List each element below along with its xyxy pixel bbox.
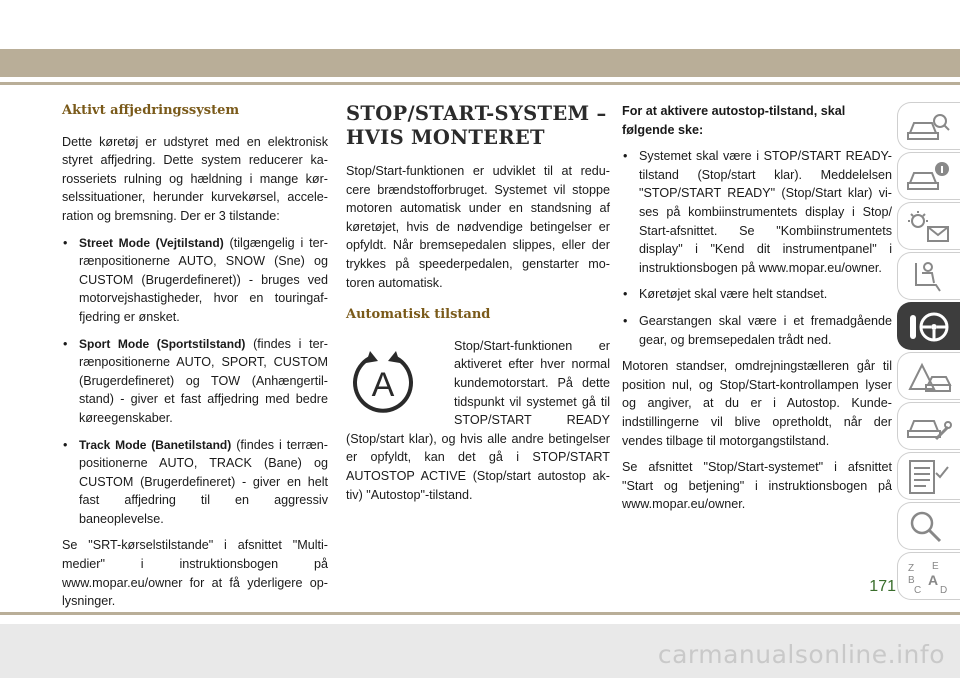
list-item [62, 436, 328, 529]
mode-list [62, 234, 328, 529]
section-heading: Aktivt affjedringssystem [62, 103, 240, 118]
tab-emergency[interactable] [897, 352, 960, 400]
section-title: STOP/START-SYSTEM – HVIS MONTERET [346, 102, 607, 149]
hazard-car-icon [906, 359, 952, 395]
magnifier-icon [906, 509, 952, 545]
term: Track Mode (Banetilstand) [79, 437, 232, 452]
column-1 [62, 102, 328, 619]
tab-car-info[interactable] [897, 152, 960, 200]
footer-rule [0, 612, 960, 615]
term: Street Mode (Vejtilstand) [79, 235, 224, 250]
list-item [62, 234, 328, 327]
paragraph: Se "SRT-kørselstilstande" i afsnittet "Multi- medier" i instruktionsbogen på www.mopar.eu/owner for at få yderligere op- lysninger. [62, 538, 328, 609]
autostop-a-icon [346, 339, 450, 425]
column-2 [346, 102, 610, 512]
page-number: 171 [869, 578, 896, 595]
list-item: • Gearstangen skal være i et fremadgående gear, og bremsepedalen trådt ned. [622, 312, 892, 349]
column-3 [622, 102, 892, 522]
tab-service[interactable] [897, 402, 960, 450]
list-item: • Køretøjet skal være helt standset. [622, 285, 892, 304]
svg-text:Z: Z [908, 563, 915, 574]
svg-text:A: A [371, 365, 395, 404]
condition-list [622, 147, 892, 349]
header-rule [0, 82, 960, 85]
car-info-icon [906, 159, 952, 195]
term-text: (tilgængelig i ter- rænpositionerne AUTO, SNOW (Sne) og CUSTOM (Brugerdefineret)) - bruges ved motorvejshastigheder, hvor en touringaf- fjedring er ønsket. [79, 235, 328, 324]
list-item [62, 335, 328, 428]
paragraph: Motoren standser, omdrejningstælleren går til position nul, og Stop/Start-kontrollampen lyser og angiver, at du er i Autostop. Kunde- indstillingerne vil blive opretholdt, når der vendes tilbage til motorgangstilstand. [622, 359, 892, 448]
car-magnifier-icon [906, 109, 952, 145]
watermark: carmanualsonline.info [657, 640, 945, 669]
car-wrench-icon [906, 409, 952, 445]
paragraph: Stop/Start-funktionen er aktiveret efter hver normal kundemotorstart. På dette tidspunkt vil systemet gå til STOP/START READY (Stop/start klar), og hvis alle andre betingelser er opfyldt, kan det gå i STOP/START AUTOSTOP ACTIVE (Stop/start autostop ak- tiv) "Autostop"-tilstand. [346, 338, 610, 502]
paragraph: Dette køretøj er udstyret med en elektronisk styret affjedring. Dette system reducerer ka- rosseriets rulning og hældning i mange kør- selssituationer, herunder kurvekørsel, accele- ration og bremsning. Der er 3 tilstande: [62, 134, 328, 223]
subheading: Automatisk tilstand [346, 307, 491, 323]
index-letters-icon [906, 559, 952, 595]
lead-text: For at aktivere autostop-tilstand, skal følgende ske: [622, 104, 846, 137]
chapter-tabs [897, 102, 960, 602]
svg-text:E: E [932, 561, 939, 572]
tab-starting-operating[interactable] [897, 302, 960, 350]
svg-text:A: A [928, 572, 939, 588]
svg-text:C: C [914, 585, 922, 595]
list-item: • Systemet skal være i STOP/START READY- tilstand (Stop/start klar). Meddelelsen "STOP/START READY" (Stop/Start klar) vi- ses på kombiinstrumentets display i Stop/ Start-afsnittet. Se "Kombiinstrumentets display" i "Kend dit instrumentpanel" i instruktionsbogen på www.mopar.eu/owner. [622, 147, 892, 277]
paragraph: Se afsnittet "Stop/Start-systemet" i afsnittet "Start og betjening" i instruktionsbogen på www.mopar.eu/owner. [622, 460, 892, 512]
checklist-icon [906, 459, 952, 495]
term: Sport Mode (Sportstilstand) [79, 336, 246, 351]
tab-customer-assistance[interactable] [897, 502, 960, 550]
svg-text:B: B [908, 575, 915, 586]
steering-wheel-key-icon [906, 309, 952, 345]
term-text: (findes i terræn- positionerne AUTO, TRACK (Bane) og CUSTOM (Brugerdefineret) - giver en helt fast affjedring til en aggressiv baneoplevelse. [79, 437, 328, 526]
svg-text:D: D [940, 585, 948, 595]
seat-person-icon [906, 259, 952, 295]
paragraph: Stop/Start-funktionen er udviklet til at redu- cere brændstofforbruget. Systemet vil stoppe motoren automatisk under en standsning af køretøjet, hvis de nødvendige betingelser er opfyldt. Når bremsepedalen slippes, eller der trykkes på speederpedalen, genstarter mo- toren automatisk. [346, 164, 610, 290]
tab-index[interactable] [897, 552, 960, 600]
tab-seat[interactable] [897, 252, 960, 300]
warning-light-envelope-icon [906, 209, 952, 245]
header-band [0, 49, 960, 77]
term-text: (findes i ter- rænpositionerne AUTO, SPORT, CUSTOM (Brugerdefineret) og TOW (Anhængertil- stand) - giver et fast affjedring med bedre køreegenskaber. [79, 336, 328, 425]
tab-car-magnifier[interactable] [897, 102, 960, 150]
tab-specifications[interactable] [897, 452, 960, 500]
tab-warning-lights[interactable] [897, 202, 960, 250]
